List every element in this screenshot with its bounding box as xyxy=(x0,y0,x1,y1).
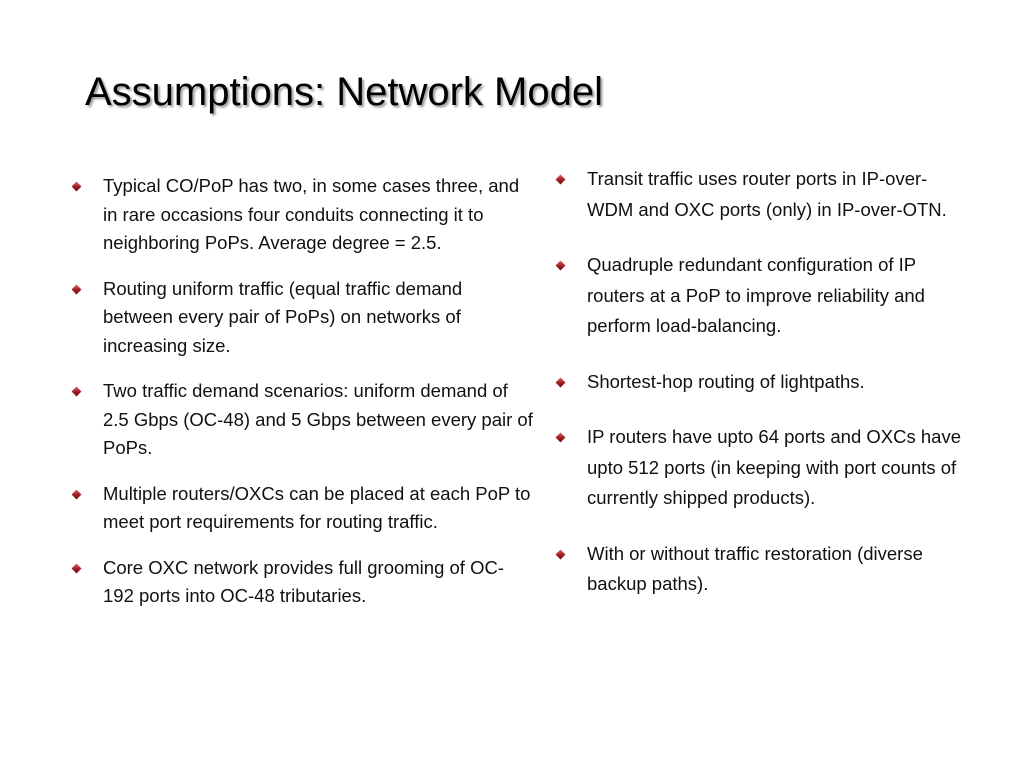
bullet-item xyxy=(556,250,966,342)
bullet-item xyxy=(72,554,534,611)
bullet-text: With or without traffic restoration (diverse backup paths). xyxy=(587,542,923,594)
bullet-text: Routing uniform traffic (equal traffic demand between every pair of PoPs) on networks of increasing size. xyxy=(103,277,463,356)
right-bullet-list xyxy=(556,164,966,625)
bullet-item xyxy=(556,367,966,398)
diamond-bullet-icon xyxy=(556,377,566,387)
diamond-bullet-icon xyxy=(556,433,566,443)
bullet-text: Transit traffic uses router ports in IP-over-WDM and OXC ports (only) in IP-over-OTN. xyxy=(587,168,947,220)
bullet-text: Multiple routers/OXCs can be placed at each PoP to meet port requirements for routing traffic. xyxy=(103,482,531,532)
bullet-text: Shortest-hop routing of lightpaths. xyxy=(587,370,865,392)
diamond-bullet-icon xyxy=(556,549,566,559)
left-bullet-list xyxy=(72,172,534,628)
diamond-bullet-icon xyxy=(72,387,82,397)
diamond-bullet-icon xyxy=(556,175,566,185)
diamond-bullet-icon xyxy=(556,261,566,271)
diamond-bullet-icon xyxy=(72,563,82,573)
bullet-text: Quadruple redundant configuration of IP routers at a PoP to improve reliability and perform load-balancing. xyxy=(587,254,925,336)
diamond-bullet-icon xyxy=(72,284,82,294)
bullet-text: Core OXC network provides full grooming of OC-192 ports into OC-48 tributaries. xyxy=(103,556,504,606)
diamond-bullet-icon xyxy=(72,182,82,192)
slide-title: Assumptions: Network Model xyxy=(85,70,603,114)
bullet-item xyxy=(72,275,534,361)
bullet-text: Typical CO/PoP has two, in some cases three, and in rare occasions four conduits connecting it to neighboring PoPs. Average degree = 2.5. xyxy=(103,175,520,253)
bullet-item xyxy=(556,422,966,514)
bullet-item xyxy=(72,377,534,463)
bullet-text: IP routers have upto 64 ports and OXCs have upto 512 ports (in keeping with port counts of currently shipped products). xyxy=(587,426,961,508)
bullet-text: Two traffic demand scenarios: uniform demand of 2.5 Gbps (OC-48) and 5 Gbps between every pair of PoPs. xyxy=(103,380,533,458)
bullet-item xyxy=(556,164,966,225)
bullet-item xyxy=(72,172,534,258)
bullet-item xyxy=(72,480,534,537)
diamond-bullet-icon xyxy=(72,489,82,499)
bullet-item xyxy=(556,539,966,600)
